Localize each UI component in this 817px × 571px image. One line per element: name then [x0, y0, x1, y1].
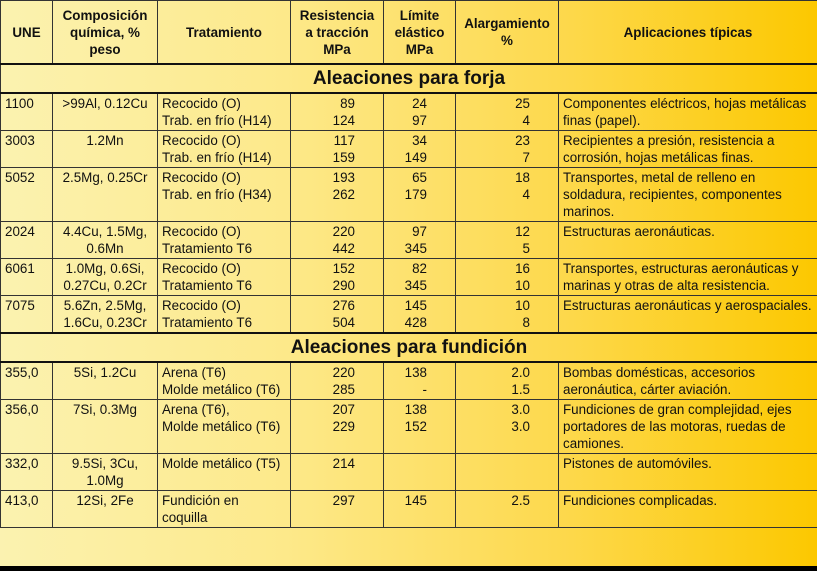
elongation [456, 259, 559, 296]
tensile-strength-line: 276 [332, 298, 355, 313]
table-row [1, 222, 817, 259]
applications: Estructuras aeronáuticas y aerospaciales. [559, 296, 817, 334]
applications: Componentes eléctricos, hojas metálicas finas (papel). [559, 93, 817, 131]
section-title: Aleaciones para fundición [1, 333, 817, 362]
tensile-strength [291, 296, 384, 334]
treatment-line: Recocido (O) [162, 224, 241, 239]
yield-strength-line: 145 [404, 298, 427, 313]
tensile-strength-line: 214 [332, 456, 355, 471]
tensile-strength-line: 89 [340, 96, 355, 111]
applications: Transportes, metal de relleno en soldadura, recipientes, componentes marinos. [559, 168, 817, 222]
header-row [1, 1, 817, 65]
composition [53, 168, 158, 222]
elongation-line: 23 [515, 133, 530, 148]
section-row [1, 64, 817, 93]
treatment-line: Arena (T6), [162, 402, 230, 417]
composition-line: 2.5Mg, 0.25Cr [62, 170, 148, 185]
une-code: 6061 [1, 259, 53, 296]
yield-strength-line: - [422, 382, 427, 397]
tensile-strength-line: 297 [332, 493, 355, 508]
yield-strength-line: 82 [412, 261, 427, 276]
composition-line: 12Si, 2Fe [76, 493, 134, 508]
yield-strength [384, 400, 456, 454]
yield-strength [384, 362, 456, 400]
yield-strength [384, 131, 456, 168]
yield-strength [384, 296, 456, 334]
elongation-line: 2.5 [511, 493, 530, 508]
tensile-strength [291, 362, 384, 400]
yield-strength-line: 152 [404, 419, 427, 434]
treatment [158, 131, 291, 168]
treatment-line: Trab. en frío (H14) [162, 113, 272, 128]
tensile-strength [291, 259, 384, 296]
elongation [456, 168, 559, 222]
une-code: 7075 [1, 296, 53, 334]
treatment-line: Tratamiento T6 [162, 241, 253, 256]
elongation-line: 3.0 [511, 419, 530, 434]
treatment-line: Recocido (O) [162, 261, 241, 276]
applications: Transportes, estructuras aeronáuticas y marinas y otras de alta resistencia. [559, 259, 817, 296]
treatment-line: Recocido (O) [162, 133, 241, 148]
yield-strength-line: 149 [404, 150, 427, 165]
section-row [1, 333, 817, 362]
treatment [158, 400, 291, 454]
une-code: 332,0 [1, 454, 53, 491]
elongation [456, 454, 559, 491]
header-composition: Composición química, % peso [53, 1, 158, 65]
elongation [456, 131, 559, 168]
table-row [1, 296, 817, 334]
tensile-strength [291, 454, 384, 491]
yield-strength-line: 138 [404, 365, 427, 380]
tensile-strength-line: 290 [332, 278, 355, 293]
section-title: Aleaciones para forja [1, 64, 817, 93]
elongation-line: 18 [515, 170, 530, 185]
composition-line: 1.6Cu, 0.23Cr [63, 315, 147, 330]
elongation [456, 93, 559, 131]
composition-line: 1.2Mn [86, 133, 124, 148]
composition-line: >99Al, 0.12Cu [62, 96, 148, 111]
treatment-line: Molde metálico (T6) [162, 419, 281, 434]
elongation [456, 222, 559, 259]
tensile-strength-line: 159 [332, 150, 355, 165]
applications: Pistones de automóviles. [559, 454, 817, 491]
tensile-strength-line: 285 [332, 382, 355, 397]
elongation-line: 3.0 [511, 402, 530, 417]
yield-strength [384, 93, 456, 131]
composition [53, 454, 158, 491]
composition-line: 5.6Zn, 2.5Mg, [63, 298, 147, 313]
treatment-line: Molde metálico (T6) [162, 382, 281, 397]
elongation-line: 2.0 [511, 365, 530, 380]
une-code: 356,0 [1, 400, 53, 454]
tensile-strength [291, 131, 384, 168]
une-code: 1100 [1, 93, 53, 131]
table-row [1, 454, 817, 491]
elongation-line: 10 [515, 298, 530, 313]
tensile-strength [291, 400, 384, 454]
table-row [1, 400, 817, 454]
treatment [158, 168, 291, 222]
header-treatment: Tratamiento [158, 1, 291, 65]
une-code: 355,0 [1, 362, 53, 400]
applications: Estructuras aeronáuticas. [559, 222, 817, 259]
elongation-line: 4 [522, 113, 530, 128]
composition [53, 362, 158, 400]
table-row [1, 93, 817, 131]
composition [53, 259, 158, 296]
composition-line: 0.27Cu, 0.2Cr [63, 278, 147, 293]
une-code: 413,0 [1, 491, 53, 528]
treatment-line: Fundición en coquilla [162, 493, 239, 525]
composition-line: 0.6Mn [86, 241, 124, 256]
elongation-line: 1.5 [511, 382, 530, 397]
treatment [158, 296, 291, 334]
tensile-strength-line: 504 [332, 315, 355, 330]
elongation-line: 7 [522, 150, 530, 165]
composition-line: 7Si, 0.3Mg [72, 402, 137, 417]
yield-strength [384, 491, 456, 528]
header-tensile-strength: Resistencia a tracción MPa [291, 1, 384, 65]
treatment-line: Recocido (O) [162, 96, 241, 111]
yield-strength [384, 454, 456, 491]
tensile-strength-line: 193 [332, 170, 355, 185]
treatment-line: Trab. en frío (H34) [162, 187, 272, 202]
tensile-strength-line: 262 [332, 187, 355, 202]
elongation [456, 362, 559, 400]
table-row [1, 491, 817, 528]
yield-strength [384, 259, 456, 296]
treatment-line: Recocido (O) [162, 298, 241, 313]
treatment [158, 362, 291, 400]
tensile-strength-line: 152 [332, 261, 355, 276]
treatment [158, 222, 291, 259]
table-row [1, 362, 817, 400]
composition [53, 400, 158, 454]
elongation-line: 10 [515, 278, 530, 293]
composition [53, 491, 158, 528]
composition [53, 222, 158, 259]
tensile-strength [291, 168, 384, 222]
table-row [1, 259, 817, 296]
treatment-line: Tratamiento T6 [162, 315, 253, 330]
elongation-line: 16 [515, 261, 530, 276]
une-code: 5052 [1, 168, 53, 222]
tensile-strength-line: 207 [332, 402, 355, 417]
composition-line: 1.0Mg, 0.6Si, [65, 261, 145, 276]
tensile-strength-line: 117 [333, 133, 355, 148]
treatment-line: Recocido (O) [162, 170, 241, 185]
header-applications: Aplicaciones típicas [559, 1, 817, 65]
elongation [456, 400, 559, 454]
yield-strength-line: 145 [404, 493, 427, 508]
tensile-strength [291, 222, 384, 259]
elongation-line: 5 [522, 241, 530, 256]
treatment-line: Molde metálico (T5) [162, 456, 281, 471]
applications: Fundiciones de gran complejidad, ejes portadores de las motoras, ruedas de camiones. [559, 400, 817, 454]
elongation [456, 296, 559, 334]
composition [53, 296, 158, 334]
header-une: UNE [1, 1, 53, 65]
tensile-strength-line: 442 [332, 241, 355, 256]
elongation-line: 25 [515, 96, 530, 111]
treatment-line: Arena (T6) [162, 365, 226, 380]
une-code: 2024 [1, 222, 53, 259]
yield-strength-line: 428 [404, 315, 427, 330]
applications: Recipientes a presión, resistencia a corrosión, hojas metálicas finas. [559, 131, 817, 168]
tensile-strength [291, 93, 384, 131]
yield-strength-line: 345 [404, 278, 427, 293]
elongation-line: 12 [515, 224, 530, 239]
tensile-strength-line: 229 [332, 419, 355, 434]
header-elongation: Alargamiento % [456, 1, 559, 65]
composition-line: 4.4Cu, 1.5Mg, [62, 224, 148, 239]
elongation-line: 8 [522, 315, 530, 330]
treatment-line: Tratamiento T6 [162, 278, 253, 293]
yield-strength-line: 24 [412, 96, 427, 111]
treatment [158, 454, 291, 491]
yield-strength-line: 179 [404, 187, 427, 202]
tensile-strength-line: 220 [332, 224, 355, 239]
composition-line: 9.5Si, 3Cu, [71, 456, 139, 471]
yield-strength [384, 222, 456, 259]
yield-strength-line: 97 [412, 113, 427, 128]
table-row [1, 131, 817, 168]
treatment [158, 259, 291, 296]
elongation [456, 491, 559, 528]
treatment-line: Trab. en frío (H14) [162, 150, 272, 165]
yield-strength-line: 138 [404, 402, 427, 417]
applications: Bombas domésticas, accesorios aeronáutica, cárter aviación. [559, 362, 817, 400]
applications: Fundiciones complicadas. [559, 491, 817, 528]
treatment [158, 491, 291, 528]
header-yield-strength: Límite elástico MPa [384, 1, 456, 65]
table-row [1, 168, 817, 222]
tensile-strength-line: 220 [332, 365, 355, 380]
composition [53, 93, 158, 131]
tensile-strength [291, 491, 384, 528]
yield-strength [384, 168, 456, 222]
tensile-strength-line: 124 [332, 113, 355, 128]
treatment [158, 93, 291, 131]
composition-line: 1.0Mg [86, 473, 124, 488]
yield-strength-line: 97 [412, 224, 427, 239]
composition [53, 131, 158, 168]
elongation-line: 4 [522, 187, 530, 202]
yield-strength-line: 65 [412, 170, 427, 185]
composition-line: 5Si, 1.2Cu [73, 365, 137, 380]
yield-strength-line: 345 [404, 241, 427, 256]
une-code: 3003 [1, 131, 53, 168]
yield-strength-line: 34 [412, 133, 427, 148]
